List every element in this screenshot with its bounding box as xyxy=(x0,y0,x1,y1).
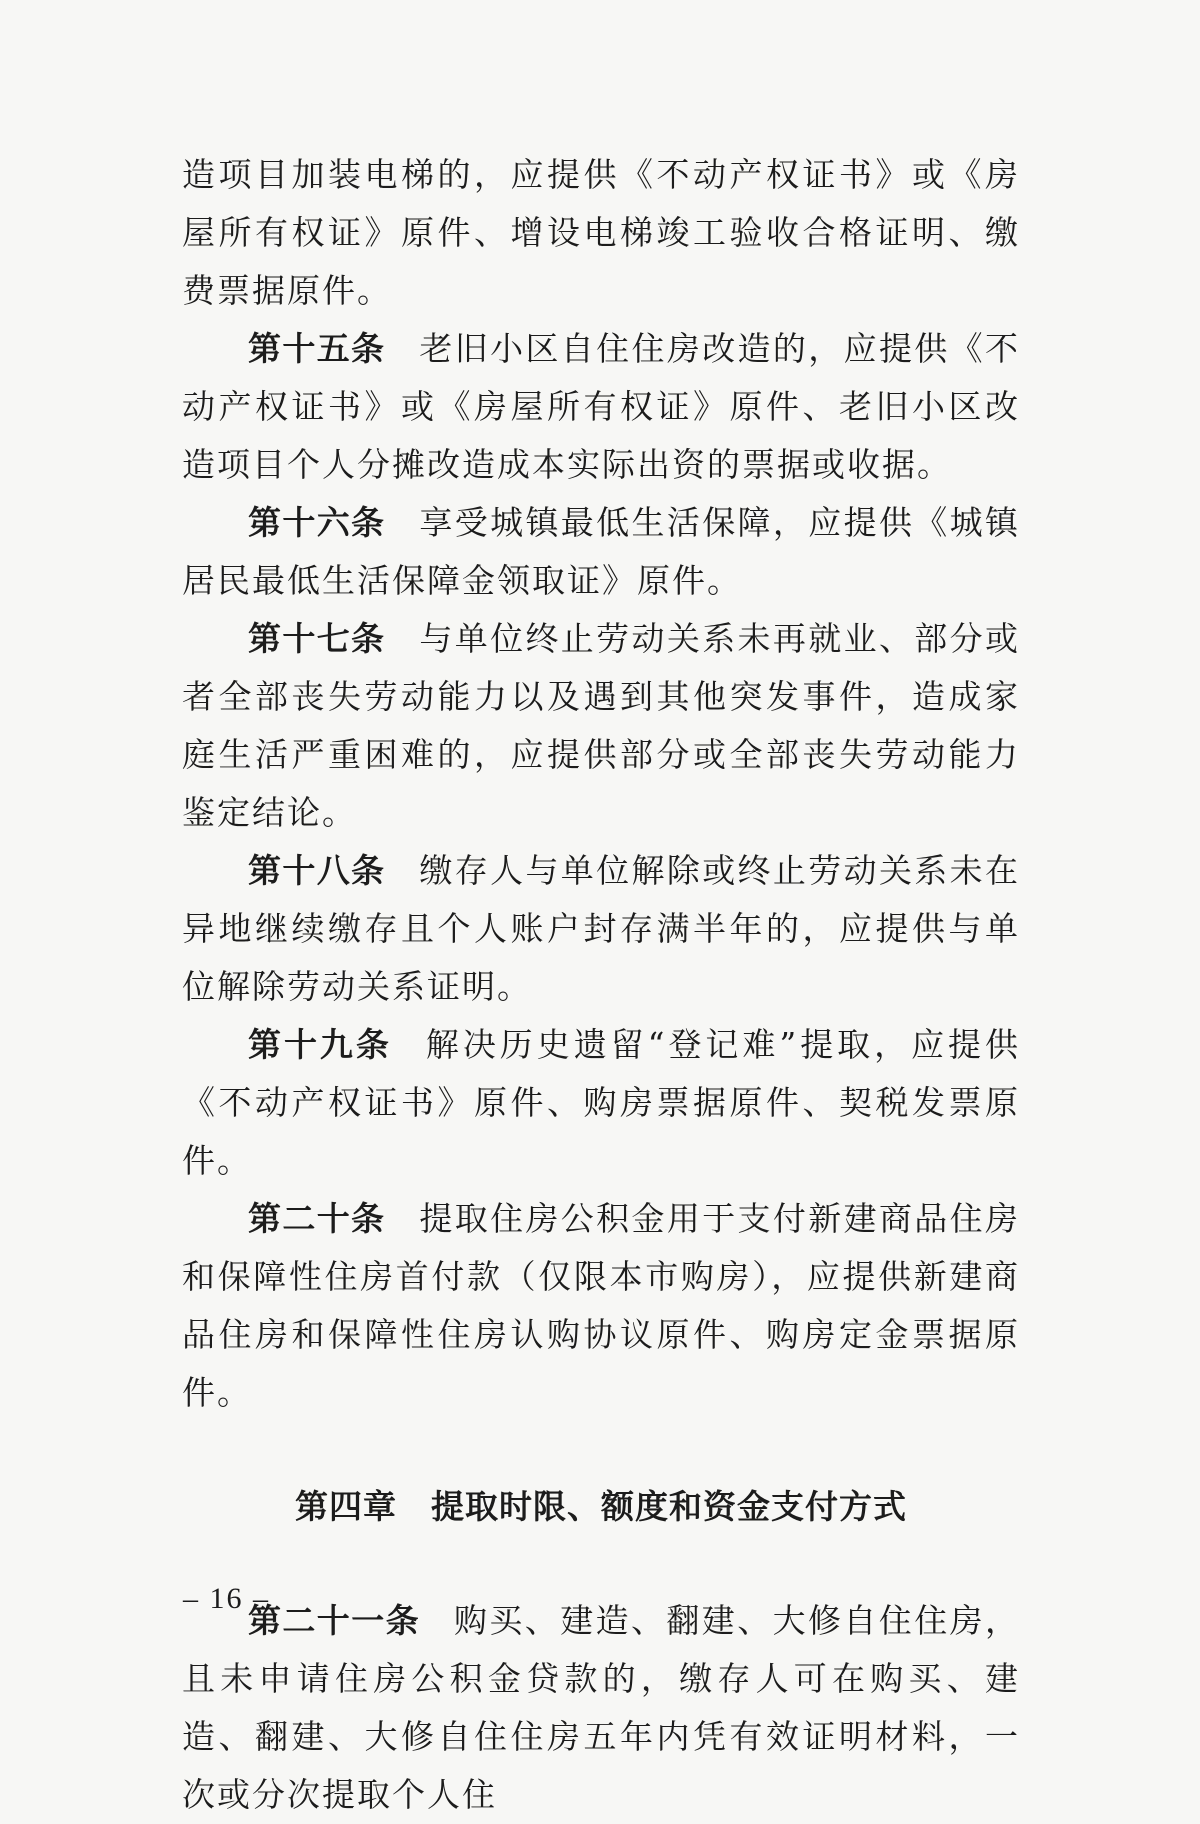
article-number: 第二十条 xyxy=(248,1199,386,1238)
article-number: 第十九条 xyxy=(248,1025,392,1064)
chapter-title: 提取时限、额度和资金支付方式 xyxy=(431,1487,907,1526)
chapter-heading xyxy=(182,1478,1020,1536)
article-text: 购买、建造、翻建、大修自住住房，且未申请住房公积金贷款的，缴存人可在购买、建造、翻建、大修自住住房五年内凭有效证明材料，一次或分次提取个人住 xyxy=(182,1601,1020,1814)
article-number: 第十七条 xyxy=(248,619,386,658)
page-number: – 16 – xyxy=(183,1582,270,1615)
article-17 xyxy=(182,610,1020,842)
document-body xyxy=(182,146,1020,1824)
article-20 xyxy=(182,1190,1020,1422)
article-number: 第十六条 xyxy=(248,503,386,542)
article-number: 第二十一条 xyxy=(248,1601,420,1640)
article-18 xyxy=(182,842,1020,1016)
chapter-number: 第四章 xyxy=(295,1487,397,1526)
paragraph-text: 造项目加装电梯的，应提供《不动产权证书》或《房屋所有权证》原件、增设电梯竣工验收合格证明、缴费票据原件。 xyxy=(182,155,1020,310)
article-text: 缴存人与单位解除或终止劳动关系未在异地继续缴存且个人账户封存满半年的，应提供与单位解除劳动关系证明。 xyxy=(182,851,1021,1006)
article-text: 与单位终止劳动关系未再就业、部分或者全部丧失劳动能力以及遇到其他突发事件，造成家庭生活严重困难的，应提供部分或全部丧失劳动能力鉴定结论。 xyxy=(182,619,1021,832)
article-number: 第十八条 xyxy=(248,851,386,890)
article-text: 老旧小区自住住房改造的，应提供《不动产权证书》或《房屋所有权证》原件、老旧小区改造项目个人分摊改造成本实际出资的票据或收据。 xyxy=(182,329,1021,484)
article-text: 解决历史遗留“登记难”提取，应提供《不动产权证书》原件、购房票据原件、契税发票原件。 xyxy=(182,1025,1021,1180)
article-text: 提取住房公积金用于支付新建商品住房和保障性住房首付款（仅限本市购房），应提供新建商品住房和保障性住房认购协议原件、购房定金票据原件。 xyxy=(182,1199,1021,1412)
article-19 xyxy=(182,1016,1020,1190)
paragraph-continuation xyxy=(182,146,1020,320)
article-15 xyxy=(182,320,1020,494)
article-text: 享受城镇最低生活保障，应提供《城镇居民最低生活保障金领取证》原件。 xyxy=(182,503,1021,600)
article-number: 第十五条 xyxy=(248,329,386,368)
article-16 xyxy=(182,494,1020,610)
article-21 xyxy=(182,1592,1020,1824)
